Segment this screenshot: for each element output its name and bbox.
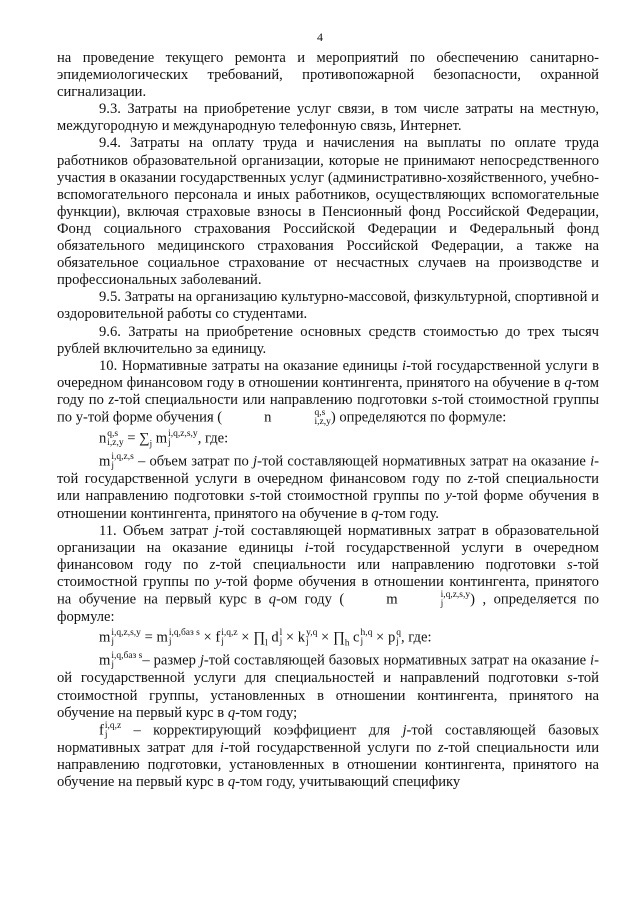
definition-m-base: m i,q,баз s j – размер j-той составляющей базовых нормативных затрат на оказание i-ой государственной услуги для специальностей и направлений подготовки s-той стоимостной группы, установленных в отношении контингента, принятого на обучение на первый курс в q-том году;: [57, 651, 599, 721]
paragraph-11: 11. Объем затрат j-той составляющей нормативных затрат в образовательной организации на оказание единицы i-той государственной услуги в очередном финансовом году по z-той специальности или направлению подготовки s-той стоимостной группы по y-той форме обучения в отношении контингента, принятого на обучение на первый курс в q-ом году ( m i,q,z,s,y j ) , определяется по формуле:: [57, 522, 600, 625]
paragraph-9-4: 9.4. Затраты на оплату труда и начисления на выплаты по оплате труда работников образовательной организации, которые не принимают непосредственного участия в оказании государственных услуг (административно-хозяйственного, учебно-вспомогательного персонала и иных работников, осуществляющих вспомогательные функции), включая страховые взносы в Пенсионный фонд Российской Федерации, Фонд социального страхования Российской Федерации и Федеральный фонд обязательного медицинского страхования Российской Федерации, а также на обязательное социальное страхование от несчастных случаев на производстве и профессиональных заболеваний.: [57, 135, 599, 289]
paragraph-continuation: на проведение текущего ремонта и мероприятий по обеспечению санитарно-эпидемиологических требований, противопожарной безопасности, охранной сигнализации.: [57, 50, 599, 101]
page-number: 4: [317, 30, 323, 44]
document-body: [57, 50, 599, 791]
definition-m-j: m i,q,z,s j – объем затрат по j-той составляющей нормативных затрат на оказание i-той государственной услуги в очередном финансовом году по z-той специальности или направлению подготовки s-той стоимостной группы по y-той форме обучения в отношении контингента, принятого на обучение в q-том году.: [57, 452, 599, 522]
paragraph-9-6: 9.6. Затраты на приобретение основных средств стоимостью до трех тысяч рублей включительно за единицу.: [57, 323, 599, 357]
paragraph-9-5: 9.5. Затраты на организацию культурно-массовой, физкультурной, спортивной и оздоровительной работы со студентами.: [57, 289, 599, 323]
paragraph-10: 10. Нормативные затраты на оказание единицы i-той государственной услуги в очередном финансовом году в отношении контингента, принятого на обучение в q-том году по z-той специальности или направлению подготовки s-той стоимостной группы по у-той форме обучения ( n q,s i,z,y ) определяются по формуле:: [57, 357, 599, 427]
formula-1: n q,s i,z,y = $\sum_j$ m i,q,z,s,y j , где:: [99, 428, 229, 449]
definition-f: f i,q,z j – корректирующий коэффициент для j-той составляющей базовых нормативных затрат для i-той государственной услуги по z-той специальности или направлению подготовки, установленных в отношении контингента, принятого на обучение на первый курс в q-том году, учитывающий специфику: [57, 720, 600, 790]
formula-n-inline: n q,s i,z,y: [264, 407, 331, 427]
paragraph-9-3: 9.3. Затраты на приобретение услуг связи, в том числе затраты на местную, междугородную и международную телефонную связь, Интернет.: [57, 101, 599, 135]
formula-2: m i,q,z,s,y j = m i,q,баз s j × f i,q,z j × $\prod_l$ d l j × k y,q j × $\prod_h$ c h,q j × p q j , где:: [99, 628, 432, 648]
